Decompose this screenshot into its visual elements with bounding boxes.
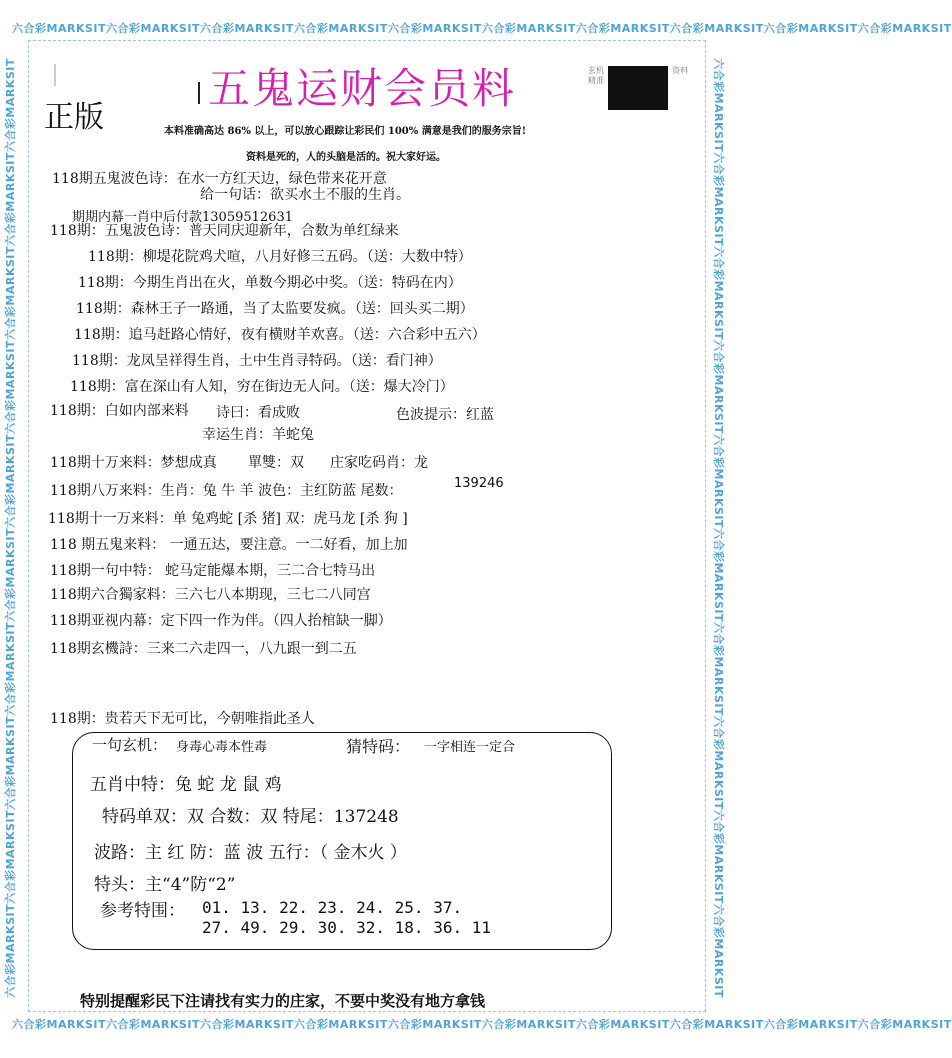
text-line: 118期：柳堤花院鸡犬喧，八月好修三五码。（送：大数中特） [88,249,472,265]
cankao-label: 参考特围： [100,901,185,921]
text-line: 118期十一万来料：单 兔鸡蛇 [杀 猪] 双：虎马龙 [杀 狗 ] [48,511,408,527]
title-divider [198,82,200,104]
watermark-right: 六合彩MARKSIT六合彩MARKSIT六合彩MARKSIT六合彩MARKSIT六合彩MARKSIT六合彩MARKSIT六合彩MARKSIT六合彩MARKSIT六合彩MARKSIT六合彩MARKSIT [712,58,725,998]
text-line: 單雙：双 [248,455,304,471]
text-line: 118期：追马赶路心情好，夜有横财羊欢喜。（送：六合彩中五六） [74,327,486,343]
text-line: 118期亚视内幕：定下四一作为伴。（四人抬棺缺一脚） [50,613,392,629]
divider [54,64,56,86]
cankao-line-1: 01. 13. 22. 23. 24. 25. 37. [202,898,463,917]
zhengban-label: 正版 [44,100,104,135]
page-title: 五鬼运财会员料 [208,64,517,113]
side-text-right: 资料 [672,66,688,75]
text-line: 118 期五鬼来料： 一通五达，要注意。一二好看，加上加 [50,537,408,553]
text-line: 118期十万来料：梦想成真 [50,455,217,471]
watermark-left: 六合彩MARKSIT六合彩MARKSIT六合彩MARKSIT六合彩MARKSIT六合彩MARKSIT六合彩MARKSIT六合彩MARKSIT六合彩MARKSIT六合彩MARKSIT六合彩MARKSIT [4,58,17,998]
wuxiao-line: 五肖中特：兔 蛇 龙 鼠 鸡 [90,775,282,795]
text-line: 色波提示：红蓝 [396,407,494,423]
text-line: 118期六合獨家料：三六七八本期现，三七二八同宫 [50,587,371,603]
text-line: 118期：今期生肖出在火，单数今期必中奖。（送：特码在内） [78,275,462,291]
text-line: 118期：贵若天下无可比，今朝唯指此圣人 [50,711,315,727]
caite-value: 一字相连一定合 [424,740,516,755]
contact-line: 期期内幕一肖中后付款13059512631 [72,210,293,225]
danshuang-line: 特码单双：双 合数：双 特尾：137248 [102,807,399,827]
text-line: 给一句话：欲买水土不服的生肖。 [200,187,410,203]
xuanji-value: 身毒心毒本性毒 [176,740,268,755]
tetou-line: 特头：主“4”防“2” [94,875,236,895]
text-line: 庄家吃码肖：龙 [330,455,428,471]
text-line: 诗曰：看成败 [216,405,300,421]
text-line: 118期一句中特： 蛇马定能爆本期，三二合七特马出 [50,563,376,579]
xuanji-label: 一句玄机： [92,736,168,754]
cankao-line-2: 27. 49. 29. 30. 32. 18. 36. 11 [202,918,491,937]
side-text-left: 玄机精准 [588,66,604,85]
footer-warning: 特别提醒彩民下注请找有实力的庄家，不要中奖没有地方拿钱 [80,992,486,1010]
text-line: 118期：富在深山有人知，穷在街边无人问。（送：爆大冷门） [70,379,454,395]
watermark-bottom: 六合彩MARKSIT六合彩MARKSIT六合彩MARKSIT六合彩MARKSIT六合彩MARKSIT六合彩MARKSIT六合彩MARKSIT六合彩MARKSIT六合彩MARKSIT六合彩MARKSIT [12,1018,952,1031]
qr-code-block [608,66,668,110]
text-line: 118期：森林王子一路通，当了太监要发疯。（送：回头买二期） [76,301,474,317]
bolu-line: 波路：主 红 防：蓝 波 五行：（ 金木火 ） [94,843,407,863]
text-line: 118期五鬼波色诗：在水一方红天边，绿色带来花开意 [52,171,387,187]
text-line: 139246 [454,476,504,491]
text-line: 118期：龙凤呈祥得生肖，土中生肖寻特码。（送：看门神） [72,353,442,369]
subtitle-2: 资料是死的，人的头脑是活的。祝大家好运。 [246,152,446,163]
text-line: 118期：白如内部来料 [50,403,189,419]
watermark-top: 六合彩MARKSIT六合彩MARKSIT六合彩MARKSIT六合彩MARKSIT六合彩MARKSIT六合彩MARKSIT六合彩MARKSIT六合彩MARKSIT六合彩MARKSIT六合彩MARKSIT [12,22,952,35]
subtitle-1: 本料准确高达 86% 以上，可以放心跟踪让彩民们 100% 满意是我们的服务宗旨! [164,126,527,137]
text-line: 118期八万来料：生肖：兔 牛 羊 波色：主红防蓝 尾数： [50,483,403,499]
caite-label: 猜特码： [346,737,411,756]
text-line: 118期玄機詩：三来二六走四一，八九跟一到二五 [50,641,357,657]
text-line: 幸运生肖：羊蛇兔 [202,427,314,443]
text-line: 118期：五鬼波色诗：普天同庆迎新年，合数为单红绿来 [50,223,399,239]
